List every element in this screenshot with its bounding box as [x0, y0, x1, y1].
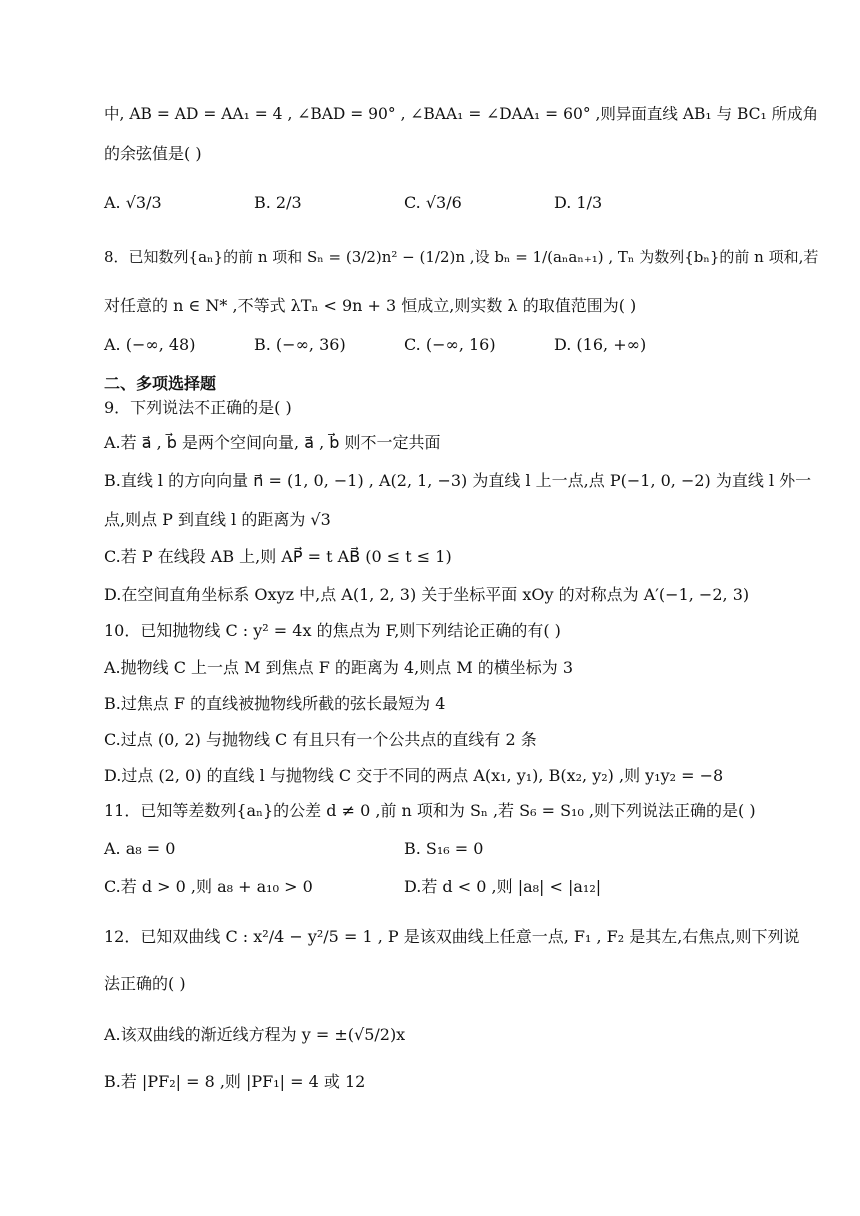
q9-stem: 9．下列说法不正确的是( )	[104, 398, 292, 417]
q9-option-a: A.若 a⃗ , b⃗ 是两个空间向量, a⃗ , b⃗ 则不一定共面	[104, 433, 441, 452]
q8-option-b: B. (−∞, 36)	[254, 335, 346, 354]
q10-stem: 10．已知抛物线 C : y² = 4x 的焦点为 F,则下列结论正确的有( )	[104, 621, 561, 640]
q7-option-c: C. √3/6	[404, 193, 462, 212]
q8-line-2: 对任意的 n ∈ N* ,不等式 λTₙ < 9n + 3 恒成立,则实数 λ 的取值范围为( )	[104, 296, 637, 315]
q11-option-b: B. S₁₆ = 0	[404, 839, 484, 858]
q7-option-b: B. 2/3	[254, 193, 302, 212]
q10-option-c: C.过点 (0, 2) 与抛物线 C 有且只有一个公共点的直线有 2 条	[104, 730, 537, 749]
q12-line-1: 12．已知双曲线 C : x²/4 − y²/5 = 1 , P 是该双曲线上任意一点, F₁ , F₂ 是其左,右焦点,则下列说	[104, 927, 800, 946]
q8-option-a: A. (−∞, 48)	[104, 335, 196, 354]
q9-option-b-line-2: 点,则点 P 到直线 l 的距离为 √3	[104, 510, 331, 529]
q12-option-a: A.该双曲线的渐近线方程为 y = ±(√5/2)x	[104, 1025, 406, 1044]
q7-line-2: 的余弦值是( )	[104, 144, 202, 163]
q12-line-2: 法正确的( )	[104, 974, 186, 993]
q8-option-c: C. (−∞, 16)	[404, 335, 496, 354]
q8-option-d: D. (16, +∞)	[554, 335, 647, 354]
q10-option-b: B.过焦点 F 的直线被抛物线所截的弦长最短为 4	[104, 694, 446, 713]
q9-option-b-line-1: B.直线 l 的方向向量 n⃗ = (1, 0, −1) , A(2, 1, −3) 为直线 l 上一点,点 P(−1, 0, −2) 为直线 l 外一	[104, 471, 812, 490]
q9-option-c: C.若 P 在线段 AB 上,则 AP⃗ = t AB⃗ (0 ≤ t ≤ 1)	[104, 547, 452, 566]
q7-line-1: 中, AB = AD = AA₁ = 4 , ∠BAD = 90° , ∠BAA₁ = ∠DAA₁ = 60° ,则异面直线 AB₁ 与 BC₁ 所成角	[104, 105, 819, 123]
section-heading: 二、多项选择题	[104, 374, 217, 393]
q11-option-c: C.若 d > 0 ,则 a₈ + a₁₀ > 0	[104, 877, 313, 896]
q8-line-1: 8．已知数列{aₙ}的前 n 项和 Sₙ = (3/2)n² − (1/2)n ,设 bₙ = 1/(aₙaₙ₊₁) , Tₙ 为数列{bₙ}的前 n 项和,若	[104, 248, 819, 266]
q7-option-a: A. √3/3	[104, 193, 162, 212]
q11-option-a: A. a₈ = 0	[104, 839, 176, 858]
q12-option-b: B.若 |PF₂| = 8 ,则 |PF₁| = 4 或 12	[104, 1072, 366, 1091]
q7-option-d: D. 1/3	[554, 193, 603, 212]
q11-option-d: D.若 d < 0 ,则 |a₈| < |a₁₂|	[404, 877, 602, 896]
q9-option-d: D.在空间直角坐标系 Oxyz 中,点 A(1, 2, 3) 关于坐标平面 xOy 的对称点为 A′(−1, −2, 3)	[104, 585, 750, 604]
q10-option-a: A.抛物线 C 上一点 M 到焦点 F 的距离为 4,则点 M 的横坐标为 3	[104, 658, 574, 677]
q10-option-d: D.过点 (2, 0) 的直线 l 与抛物线 C 交于不同的两点 A(x₁, y₁), B(x₂, y₂) ,则 y₁y₂ = −8	[104, 766, 724, 785]
q11-stem: 11．已知等差数列{aₙ}的公差 d ≠ 0 ,前 n 项和为 Sₙ ,若 S₆ = S₁₀ ,则下列说法正确的是( )	[104, 801, 756, 820]
